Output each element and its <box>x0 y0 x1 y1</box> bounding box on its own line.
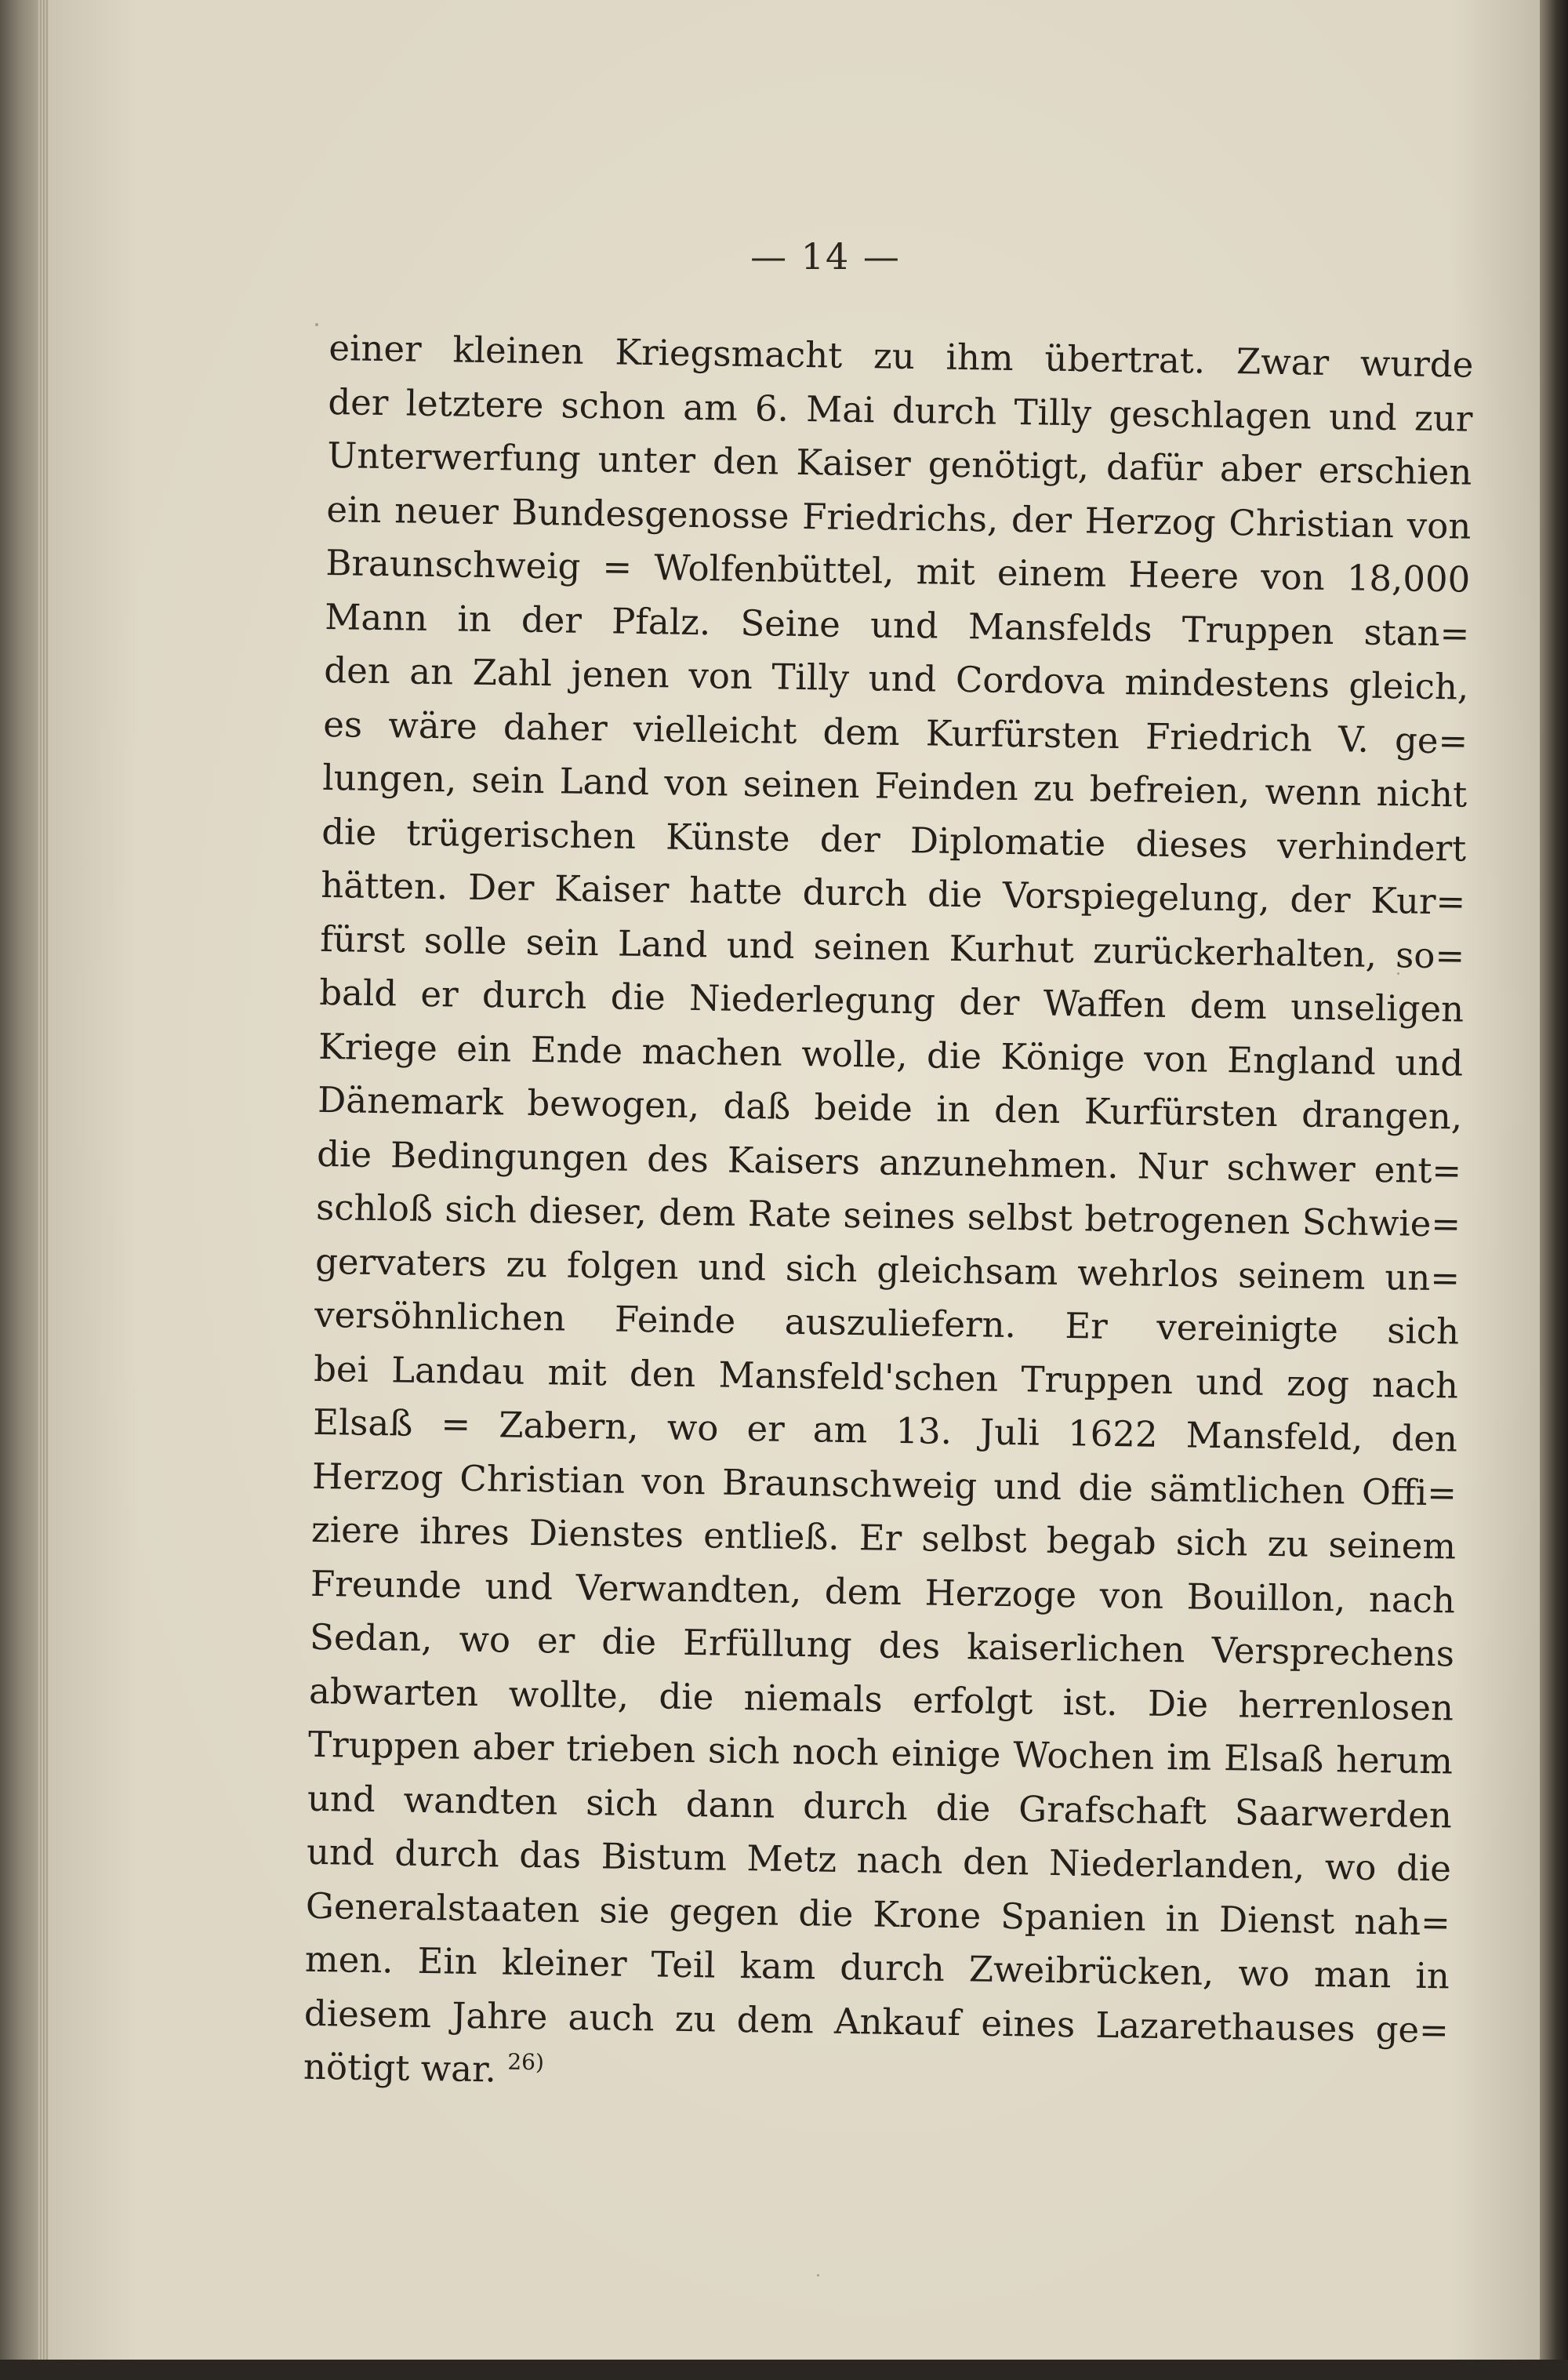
text-line: einer kleinen Kriegsmacht zu ihm übertrat. Zwar wurde <box>328 326 1474 386</box>
text-line: lungen, sein Land von seinen Feinden zu befreien, wenn nicht <box>321 756 1468 816</box>
text-line: die Bedingungen des Kaisers anzunehmen. Nur schwer ent= <box>316 1132 1462 1192</box>
text-line: bei Landau mit den Mansfeld'schen Truppen und zog nach <box>313 1347 1459 1407</box>
footnote-reference: 26) <box>507 2048 545 2076</box>
text-line: es wäre daher vielleicht dem Kurfürsten Friedrich V. ge= <box>322 703 1468 762</box>
body-text <box>303 322 1473 2111</box>
text-line: gervaters zu folgen und sich gleichsam wehrlos seinem un= <box>314 1240 1461 1299</box>
text-line: Unterwerfung unter den Kaiser genötigt, dafür aber erschien <box>327 434 1472 493</box>
text-line: bald er durch die Niederlegung der Waffen dem unseligen <box>318 971 1465 1030</box>
text-line: men. Ein kleiner Teil kam durch Zweibrücken, wo man in <box>304 1938 1450 1997</box>
text-line: versöhnlichen Feinde auszuliefern. Er vereinigte sich <box>314 1293 1460 1353</box>
page-stack-edge <box>38 0 49 2380</box>
text-line: ein neuer Bundesgenosse Friedrichs, der Herzog Christian von <box>326 488 1472 547</box>
text-line: Mann in der Pfalz. Seine und Mansfelds Truppen stan= <box>325 595 1470 655</box>
text-line: abwarten wollte, die niemals erfolgt ist. Die herrenlosen <box>308 1670 1454 1728</box>
text-line: fürst solle sein Land und seinen Kurhut zurückerhalten, so= <box>319 917 1465 977</box>
text-line: diesem Jahre auch zu dem Ankauf eines Lazarethauses ge= <box>303 1992 1450 2051</box>
text-line: den an Zahl jenen von Tilly und Cordova mindestens gleich, <box>324 649 1469 708</box>
text-line: der letztere schon am 6. Mai durch Tilly geschlagen und zur <box>328 380 1473 440</box>
text-line: ziere ihres Dienstes entließ. Er selbst begab sich zu seinem <box>310 1508 1457 1568</box>
text-line: Freunde und Verwandten, dem Herzoge von Bouillon, nach <box>310 1562 1456 1621</box>
page-number: — 14 — <box>750 235 901 278</box>
paper-speck <box>1397 972 1399 975</box>
paper-speck <box>315 323 318 326</box>
text-line: hätten. Der Kaiser hatte durch die Vorspiegelung, der Kur= <box>320 863 1466 923</box>
text-line: schloß sich dieser, dem Rate seines selbst betrogenen Schwie= <box>315 1186 1461 1245</box>
text-line: Braunschweig = Wolfenbüttel, mit einem Heere von 18,000 <box>325 541 1471 601</box>
paper-speck <box>817 2274 819 2276</box>
text-line: Sedan, wo er die Erfüllung des kaiserlichen Versprechens <box>309 1615 1455 1675</box>
text-line: und durch das Bistum Metz nach den Niederlanden, wo die <box>306 1830 1452 1890</box>
text-line: die trügerischen Künste der Diplomatie dieses verhindert <box>321 810 1467 870</box>
text-line: Herzog Christian von Braunschweig und die sämtlichen Offi= <box>311 1455 1457 1513</box>
page-bottom-edge <box>0 2360 1568 2380</box>
last-line-text: nötigt war. <box>303 2045 497 2091</box>
book-page <box>49 0 1540 2360</box>
text-line: Truppen aber trieben sich noch einige Wochen im Elsaß herum <box>307 1723 1454 1782</box>
text-line: Dänemark bewogen, daß beide in den Kurfürsten drangen, <box>317 1078 1463 1138</box>
page-right-edge <box>1540 0 1568 2380</box>
text-line: Kriege ein Ende machen wolle, die Könige von England und <box>318 1025 1464 1085</box>
text-line: und wandten sich dann durch die Grafschaft Saarwerden <box>307 1777 1453 1836</box>
text-line: Elsaß = Zabern, wo er am 13. Juli 1622 Mansfeld, den <box>312 1401 1458 1460</box>
text-line: Generalstaaten sie gegen die Krone Spanien in Dienst nah= <box>305 1884 1451 1943</box>
